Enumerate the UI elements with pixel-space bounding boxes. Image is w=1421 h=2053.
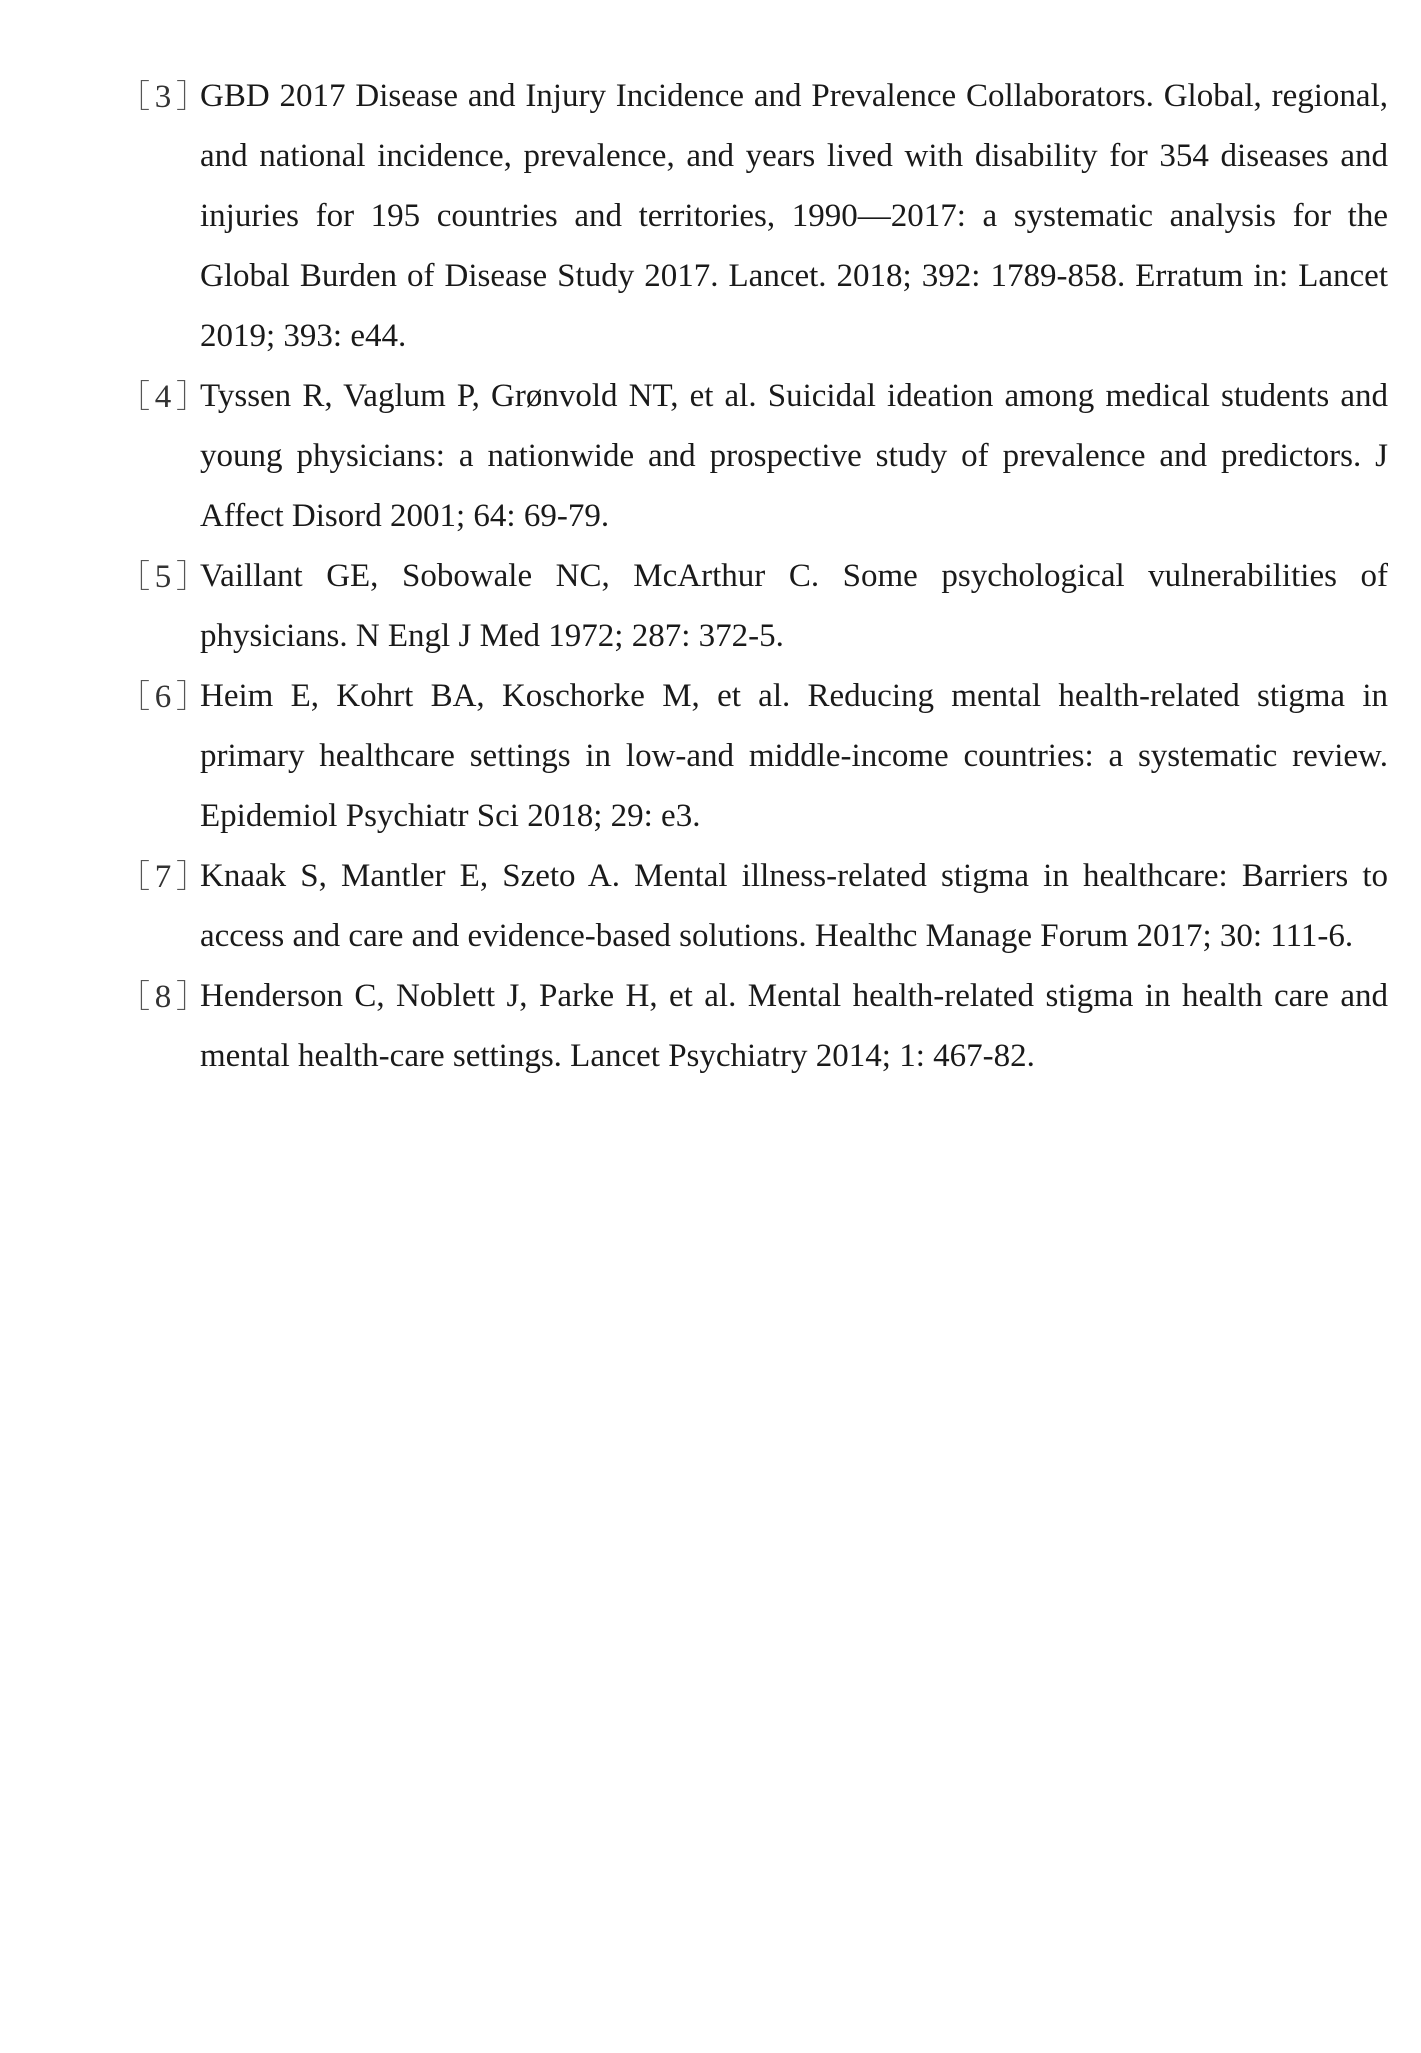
reference-list [118,66,1388,1086]
reference-number: ［ 7 ］ [118,858,209,895]
reference-item-3 [118,66,1388,366]
reference-text: Knaak S, Mantler E, Szeto A. Mental illness-related stigma in healthcare: Barriers to access and care and evidence-based solutions. Healthc Manage Forum 2017; 30: 111-6. [200,858,1388,954]
reference-number: ［ 8 ］ [118,978,209,1015]
reference-text: GBD 2017 Disease and Injury Incidence and Prevalence Collaborators. Global, regional, and national incidence, prevalence, and years lived with disability for 354 diseases and injuries for 195 countries and territories, 1990—2017: a systematic analysis for the Global Burden of Disease Study 2017. Lancet. 2018; 392: 1789-858. Erratum in: Lancet 2019; 393: e44. [200,78,1388,354]
reference-text: Vaillant GE, Sobowale NC, McArthur C. Some psychological vulnerabilities of physicians. N Engl J Med 1972; 287: 372-5. [200,558,1388,654]
reference-item-4 [118,366,1388,546]
reference-number: ［ 3 ］ [118,78,209,115]
reference-number: ［ 6 ］ [118,678,209,715]
reference-number: ［ 4 ］ [118,378,209,415]
reference-number: ［ 5 ］ [118,558,209,595]
reference-text: Heim E, Kohrt BA, Koschorke M, et al. Reducing mental health-related stigma in primary healthcare settings in low-and middle-income countries: a systematic review. Epidemiol Psychiatr Sci 2018; 29: e3. [200,678,1388,834]
reference-text: Henderson C, Noblett J, Parke H, et al. Mental health-related stigma in health care and mental health-care settings. Lancet Psychiatry 2014; 1: 467-82. [200,978,1388,1074]
reference-text: Tyssen R, Vaglum P, Grønvold NT, et al. Suicidal ideation among medical students and young physicians: a nationwide and prospective study of prevalence and predictors. J Affect Disord 2001; 64: 69-79. [200,378,1388,534]
reference-item-5 [118,546,1388,666]
reference-item-8 [118,966,1388,1086]
reference-item-6 [118,666,1388,846]
reference-item-7 [118,846,1388,966]
